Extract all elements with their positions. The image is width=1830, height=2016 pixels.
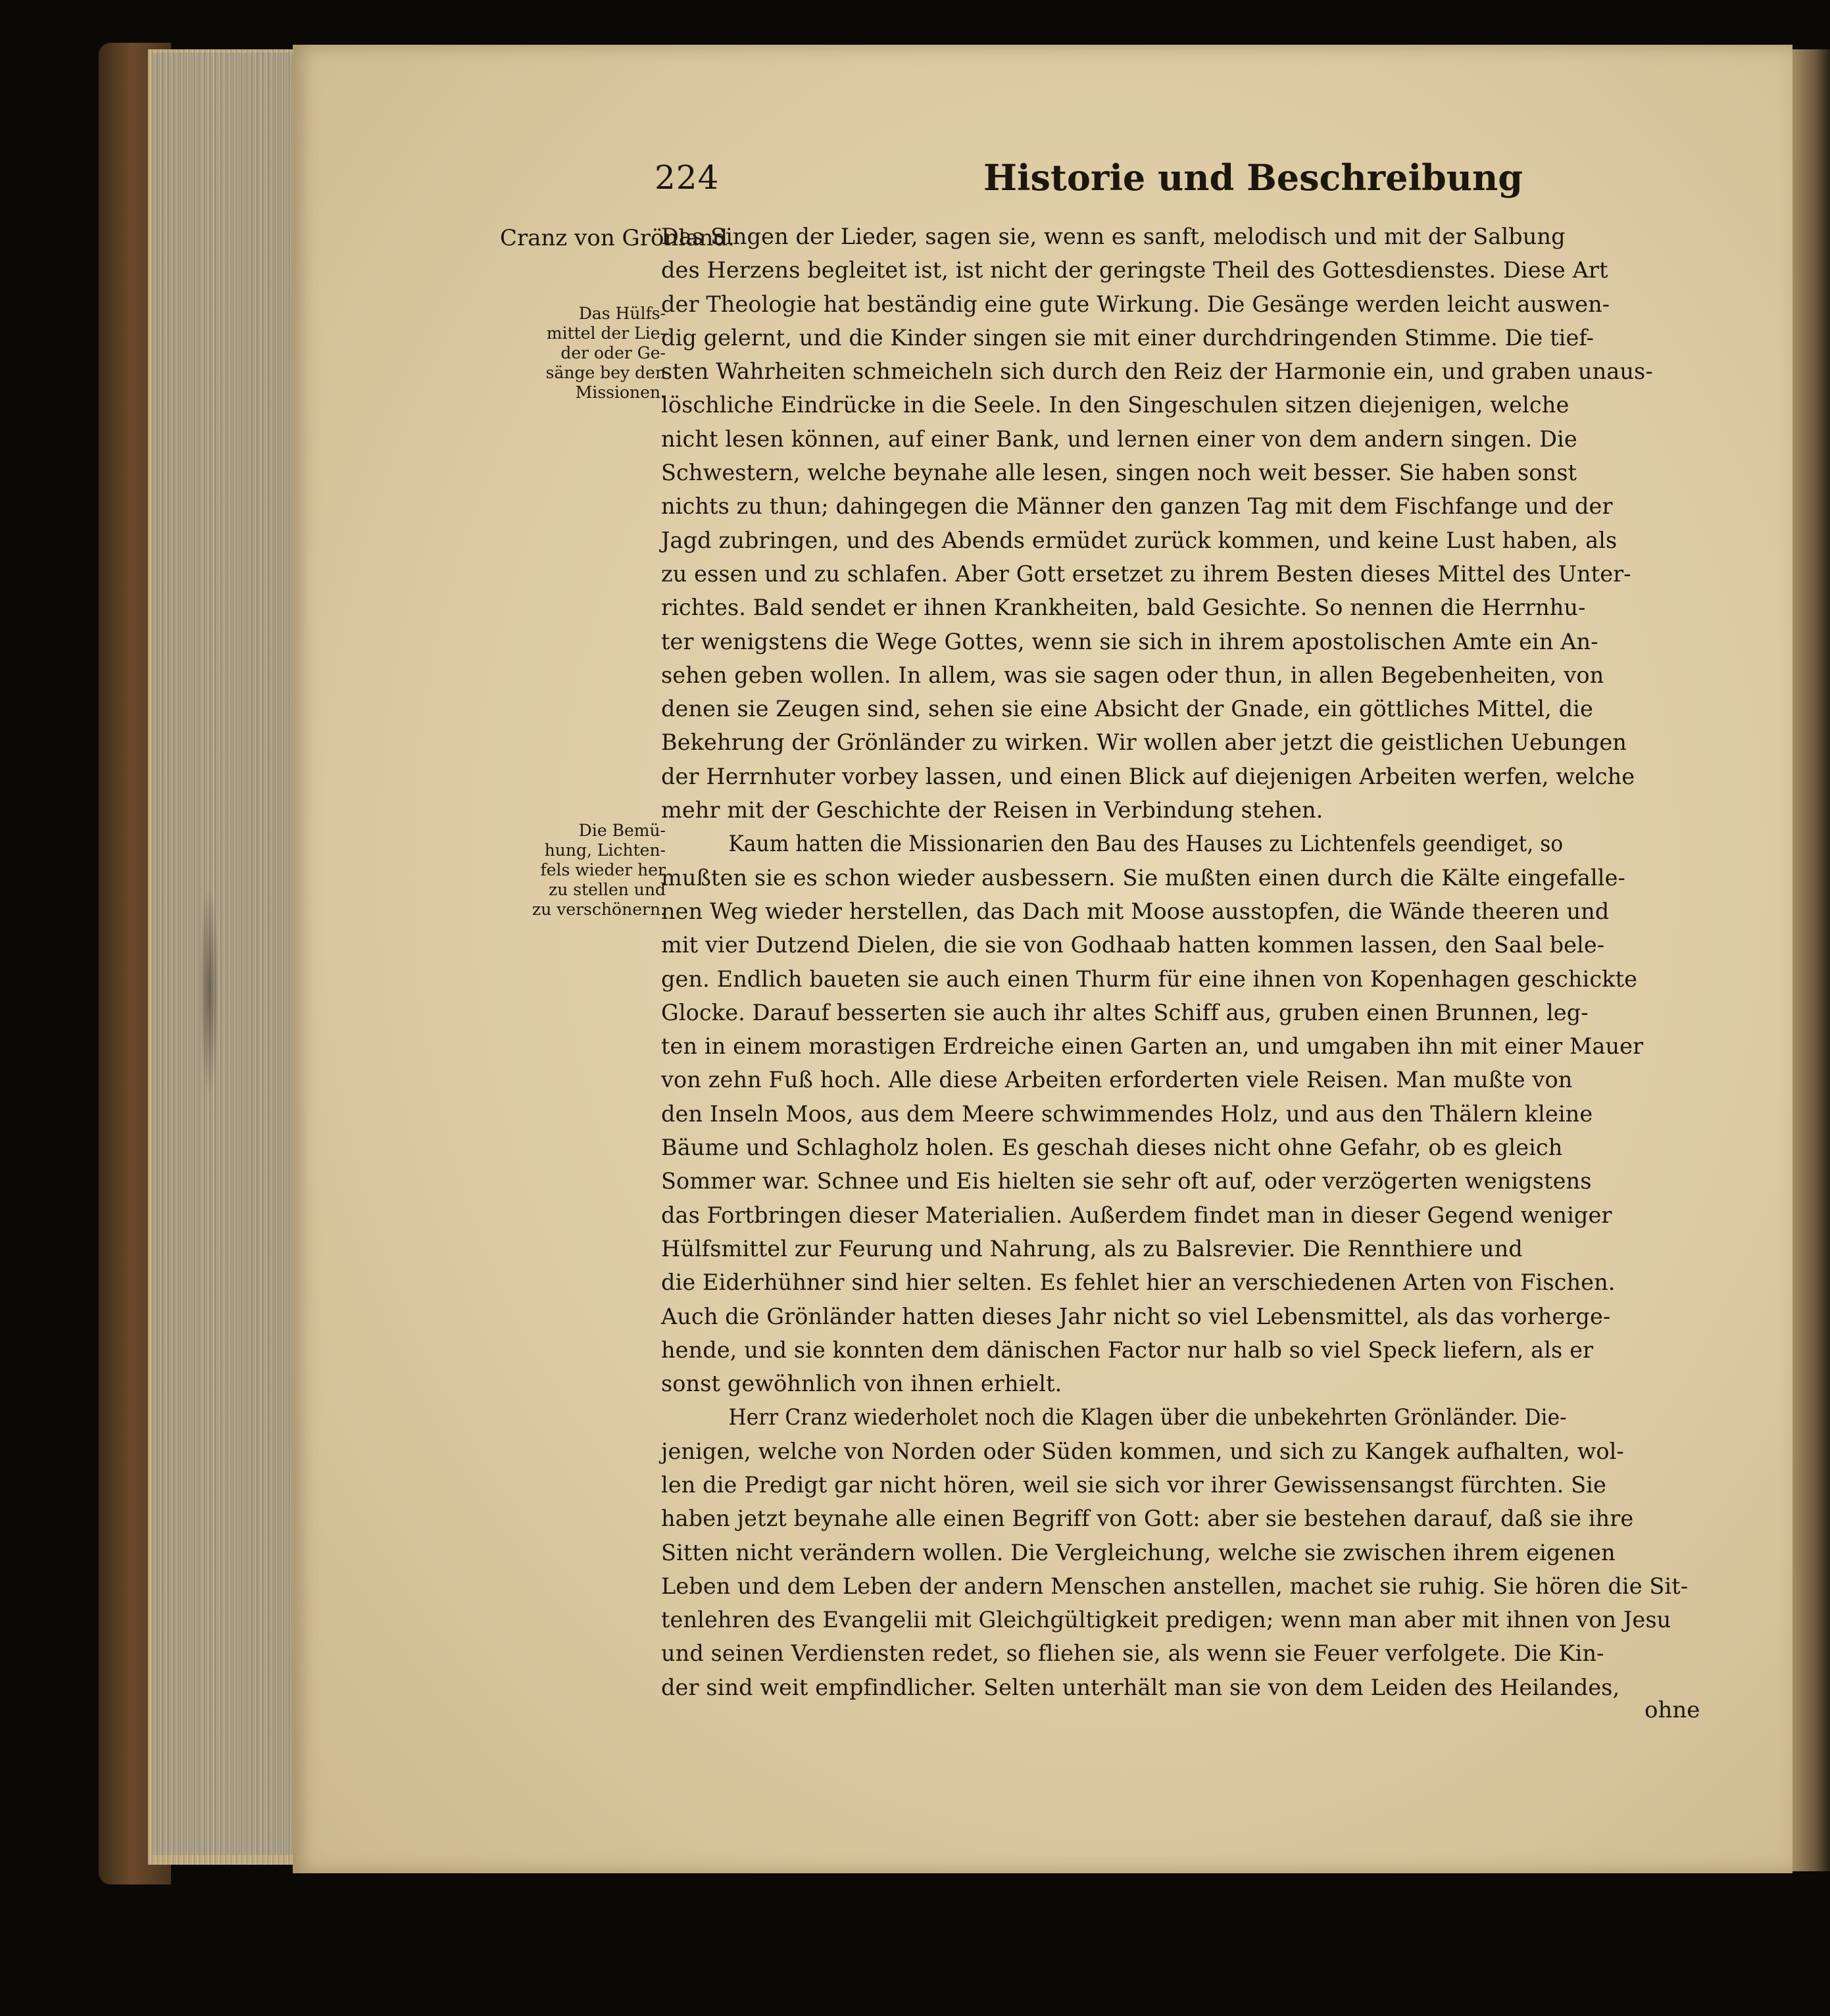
margin-note-singing — [495, 304, 666, 403]
text-line: nicht lesen können, auf einer Bank, und lernen einer von dem andern singen. Die — [661, 426, 1577, 452]
text-line: der Herrnhuter vorbey lassen, und einen Blick auf diejenigen Arbeiten werfen, welche — [661, 763, 1635, 789]
margin-note-line: der oder Ge- — [560, 343, 666, 362]
text-line: zu essen und zu schlafen. Aber Gott ersetzet zu ihrem Besten dieses Mittel des Unter- — [661, 560, 1631, 587]
text-line: das Fortbringen dieser Materialien. Außerdem findet man in dieser Gegend weniger — [661, 1202, 1612, 1228]
body-text — [661, 220, 1714, 1704]
text-line: nichts zu thun; dahingegen die Männer den ganzen Tag mit dem Fischfange und der — [661, 493, 1613, 520]
text-line: Herr Cranz wiederholet noch die Klagen über die unbekehrten Grönländer. Die- — [728, 1404, 1567, 1431]
text-line: mußten sie es schon wieder ausbessern. Sie mußten einen durch die Kälte eingefalle- — [661, 864, 1625, 891]
gutter-shadow — [1793, 49, 1830, 1871]
text-line: Kaum hatten die Missionarien den Bau des Hauses zu Lichtenfels geendiget, so — [728, 831, 1564, 857]
margin-note-line: Das Hülfs- — [578, 304, 666, 323]
margin-note-line: mittel der Lie- — [546, 324, 666, 343]
margin-note-line: zu verschönern. — [532, 900, 666, 919]
text-line: tenlehren des Evangelii mit Gleichgültigkeit predigen; wenn man aber mit ihnen von Jesu — [661, 1607, 1671, 1633]
text-line: Schwestern, welche beynahe alle lesen, singen noch weit besser. Sie haben sonst — [661, 460, 1577, 486]
text-line: sonst gewöhnlich von ihnen erhielt. — [661, 1371, 1062, 1397]
margin-author: Cranz von Grönland. — [500, 225, 735, 251]
margin-note-line: Die Bemü- — [578, 821, 666, 840]
text-line: gen. Endlich baueten sie auch einen Thurm für eine ihnen von Kopenhagen geschickte — [661, 966, 1638, 992]
text-line: sehen geben wollen. In allem, was sie sagen oder thun, in allen Begebenheiten, von — [661, 662, 1604, 688]
text-line: ten in einem morastigen Erdreiche einen Garten an, und umgaben ihn mit einer Mauer — [661, 1033, 1644, 1060]
running-head — [655, 151, 1523, 204]
text-line: Jagd zubringen, und des Abends ermüdet zurück kommen, und keine Lust haben, als — [661, 527, 1618, 553]
margin-note-line: fels wieder her — [540, 860, 666, 879]
text-line: Sommer war. Schnee und Eis hielten sie sehr oft auf, oder verzögerten wenigstens — [661, 1168, 1592, 1194]
text-line: len die Predigt gar nicht hören, weil sie sich vor ihrer Gewissensangst fürchten. Sie — [661, 1471, 1606, 1498]
text-line: denen sie Zeugen sind, sehen sie eine Absicht der Gnade, ein göttliches Mittel, die — [661, 696, 1593, 722]
text-line: Glocke. Darauf besserten sie auch ihr altes Schiff aus, gruben einen Brunnen, leg- — [661, 999, 1589, 1025]
text-line: von zehn Fuß hoch. Alle diese Arbeiten erforderten viele Reisen. Man mußte von — [661, 1067, 1573, 1093]
text-line: hende, und sie konnten dem dänischen Factor nur halb so viel Speck liefern, als er — [661, 1337, 1594, 1363]
text-line: dig gelernt, und die Kinder singen sie mit einer durchdringenden Stimme. Die tief- — [661, 324, 1595, 351]
text-line: haben jetzt beynahe alle einen Begriff von Gott: aber sie bestehen darauf, daß sie ihre — [661, 1506, 1634, 1532]
text-line: der sind weit empfindlicher. Selten unterhält man sie von dem Leiden des Heilandes, — [661, 1674, 1620, 1700]
text-line: Bekehrung der Grönländer zu wirken. Wir wollen aber jetzt die geistlichen Uebungen — [661, 729, 1627, 756]
text-line: die Eiderhühner sind hier selten. Es fehlet hier an verschiedenen Arten von Fischen. — [661, 1269, 1616, 1296]
page-edge-stain — [153, 53, 294, 1855]
text-line: nen Weg wieder herstellen, das Dach mit Moose ausstopfen, die Wände theeren und — [661, 898, 1610, 924]
text-line: löschliche Eindrücke in die Seele. In den Singeschulen sitzen diejenigen, welche — [661, 392, 1570, 418]
margin-note-line: hung, Lichten- — [544, 841, 666, 860]
margin-note-line: Missionen. — [575, 383, 666, 402]
text-line: richtes. Bald sendet er ihnen Krankheiten, bald Gesichte. So nennen die Herrnhu- — [661, 595, 1586, 621]
text-line: der Theologie hat beständig eine gute Wirkung. Die Gesänge werden leicht auswen- — [661, 291, 1610, 317]
page-number: 224 — [655, 159, 720, 197]
text-line: Sitten nicht verändern wollen. Die Vergleichung, welche sie zwischen ihrem eigenen — [661, 1539, 1616, 1565]
text-line: mehr mit der Geschichte der Reisen in Verbindung stehen. — [661, 797, 1323, 824]
text-line: Das Singen der Lieder, sagen sie, wenn es sanft, melodisch und mit der Salbung — [661, 224, 1566, 249]
text-line: mit vier Dutzend Dielen, die sie von Godhaab hatten kommen lassen, den Saal bele- — [661, 932, 1605, 958]
text-line: sten Wahrheiten schmeicheln sich durch den Reiz der Harmonie ein, und graben unaus- — [661, 358, 1653, 385]
catchword: ohne — [1645, 1697, 1700, 1723]
text-line: Leben und dem Leben der andern Menschen anstellen, machet sie ruhig. Sie hören die Sit- — [661, 1573, 1689, 1599]
text-line: den Inseln Moos, aus dem Meere schwimmendes Holz, und aus den Thälern kleine — [661, 1100, 1593, 1127]
text-line: ter wenigstens die Wege Gottes, wenn sie sich in ihrem apostolischen Amte ein An- — [661, 628, 1598, 654]
text-line: jenigen, welche von Norden oder Süden kommen, und sich zu Kangek aufhalten, wol- — [661, 1438, 1624, 1464]
running-title: Historie und Beschreibung — [983, 157, 1523, 199]
margin-note-lichtenfels — [495, 821, 666, 920]
margin-note-line: sänge bey den — [545, 363, 666, 382]
text-line: des Herzens begleitet ist, ist nicht der geringste Theil des Gottesdienstes. Diese Art — [661, 257, 1608, 283]
text-line: Hülfsmittel zur Feurung und Nahrung, als zu Balsrevier. Die Rennthiere und — [661, 1235, 1523, 1262]
text-line: Bäume und Schlagholz holen. Es geschah dieses nicht ohne Gefahr, ob es gleich — [661, 1135, 1563, 1161]
text-line: und seinen Verdiensten redet, so fliehen sie, als wenn sie Feuer verfolgete. Die Kin- — [661, 1640, 1604, 1667]
margin-note-line: zu stellen und — [549, 880, 666, 899]
text-line: Auch die Grönländer hatten dieses Jahr nicht so viel Lebensmittel, als das vorherge- — [661, 1303, 1611, 1329]
